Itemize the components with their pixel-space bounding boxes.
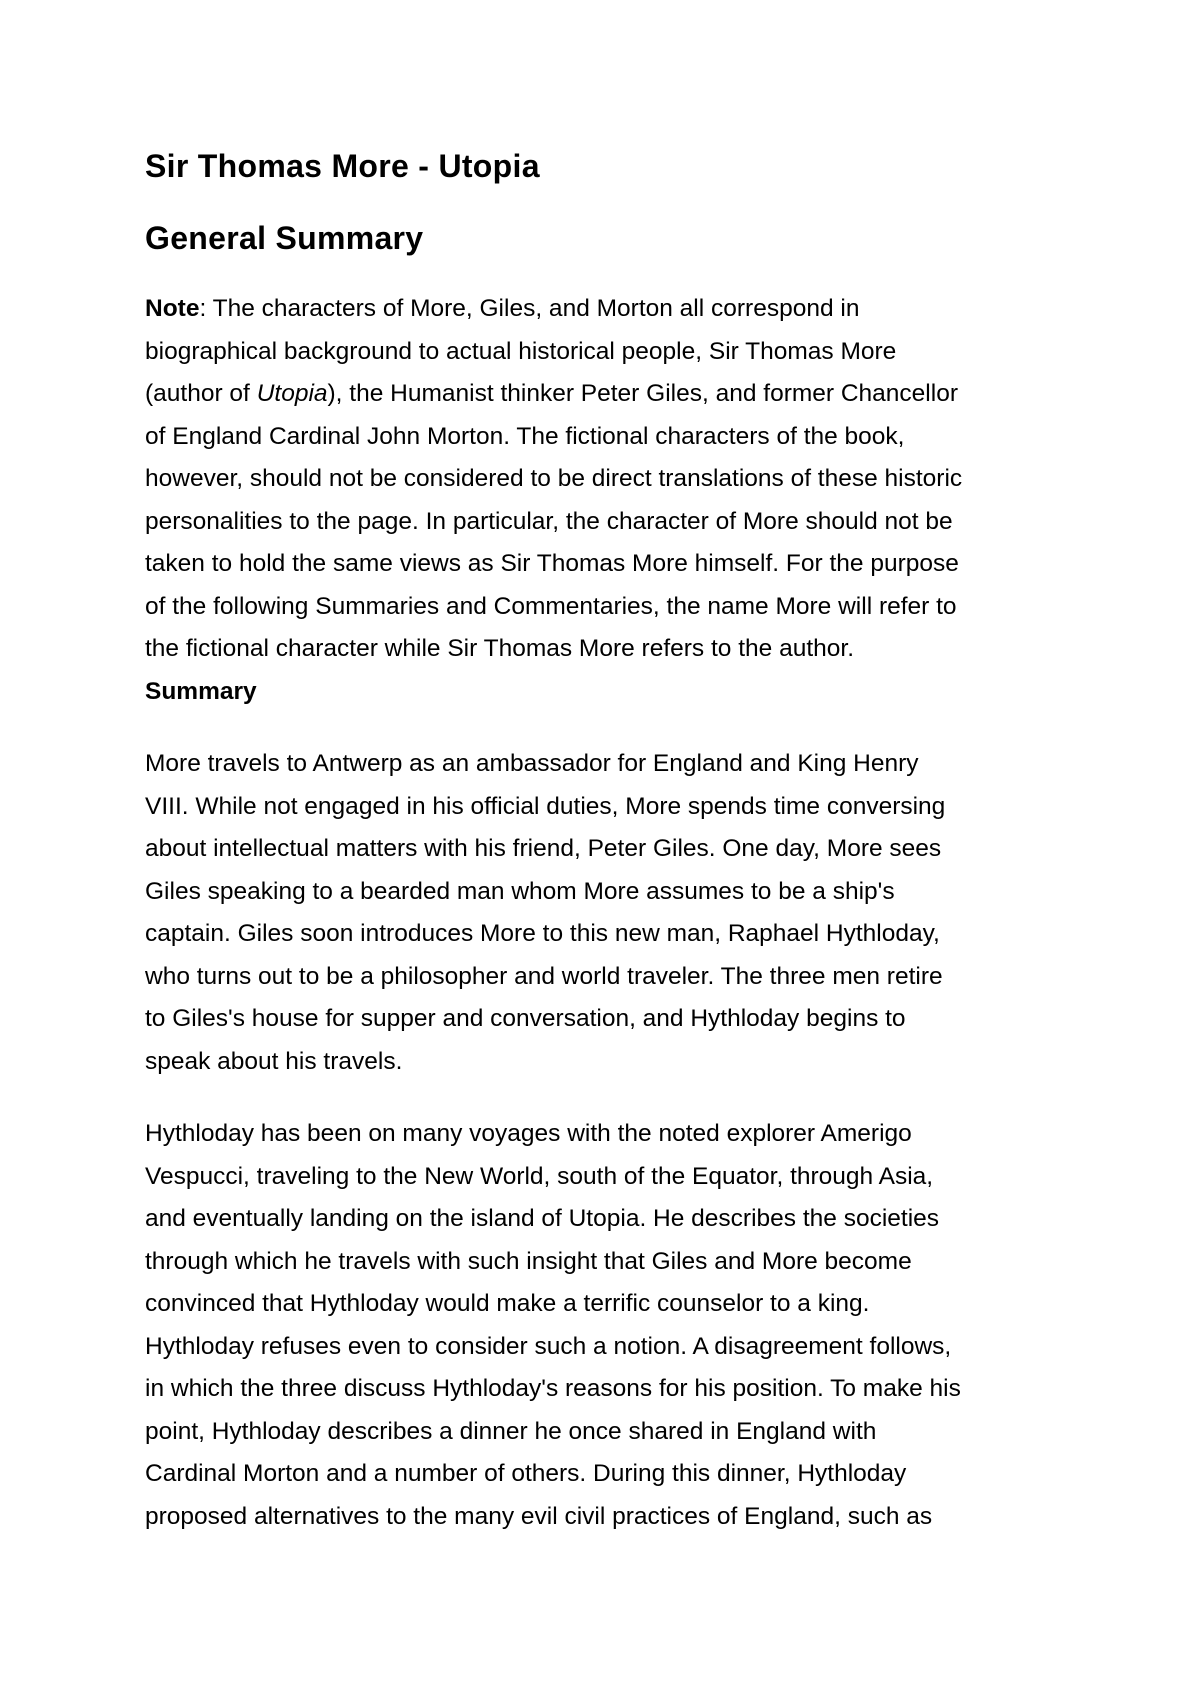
paragraph-line: Giles speaking to a bearded man whom More assumes to be a ship's: [145, 877, 895, 905]
summary-paragraph-1: [145, 743, 1070, 1083]
paragraph-line: speak about his travels.: [145, 1047, 403, 1075]
paragraph-line: through which he travels with such insight that Giles and More become: [145, 1247, 912, 1275]
paragraph-line: convinced that Hythloday would make a terrific counselor to a king.: [145, 1290, 870, 1317]
note-line: the fictional character while Sir Thomas More refers to the author.: [145, 635, 855, 662]
paragraph-line: proposed alternatives to the many evil civil practices of England, such as: [145, 1502, 933, 1530]
book-title-italic: Utopia: [256, 380, 328, 407]
paragraph-line: to Giles's house for supper and conversation, and Hythloday begins to: [145, 1005, 906, 1032]
document-title: Sir Thomas More - Utopia: [145, 148, 540, 184]
note-line: taken to hold the same views as Sir Thomas More himself. For the purpose: [145, 550, 959, 577]
summary-paragraph-2: [145, 1113, 1070, 1538]
note-line: however, should not be considered to be direct translations of these historic: [145, 465, 963, 492]
paragraph-line: who turns out to be a philosopher and world traveler. The three men retire: [145, 962, 943, 990]
paragraph-line: Hythloday has been on many voyages with the noted explorer Amerigo: [145, 1120, 912, 1147]
paragraph-line: Hythloday refuses even to consider such a notion. A disagreement follows,: [145, 1332, 952, 1360]
paragraph-line: VIII. While not engaged in his official duties, More spends time conversing: [145, 792, 946, 820]
note-line: Note: The characters of More, Giles, and Morton all correspond in: [145, 295, 860, 322]
paragraph-line: in which the three discuss Hythloday's reasons for his position. To make his: [145, 1375, 961, 1402]
paragraph-line: point, Hythloday describes a dinner he once shared in England with: [145, 1417, 877, 1445]
note-line: of the following Summaries and Commentaries, the name More will refer to: [145, 592, 957, 620]
note-line: personalities to the page. In particular, the character of More should not be: [145, 507, 953, 535]
summary-heading: Summary: [145, 677, 257, 705]
paragraph-line: captain. Giles soon introduces More to this new man, Raphael Hythloday,: [145, 920, 940, 947]
paragraph-line: about intellectual matters with his friend, Peter Giles. One day, More sees: [145, 835, 942, 862]
section-heading-general-summary: General Summary: [145, 220, 424, 256]
document-content: [145, 140, 1070, 1538]
paragraph-line: More travels to Antwerp as an ambassador for England and King Henry: [145, 750, 919, 777]
note-line: biographical background to actual historical people, Sir Thomas More: [145, 337, 897, 365]
note-line: (author of Utopia), the Humanist thinker Peter Giles, and former Chancellor: [145, 380, 958, 407]
note-paragraph: [145, 288, 1070, 671]
paragraph-line: Vespucci, traveling to the New World, south of the Equator, through Asia,: [145, 1162, 934, 1190]
note-line: of England Cardinal John Morton. The fictional characters of the book,: [145, 422, 905, 450]
paragraph-line: and eventually landing on the island of Utopia. He describes the societies: [145, 1205, 940, 1232]
note-label: Note: [145, 295, 200, 322]
paragraph-line: Cardinal Morton and a number of others. During this dinner, Hythloday: [145, 1460, 907, 1487]
